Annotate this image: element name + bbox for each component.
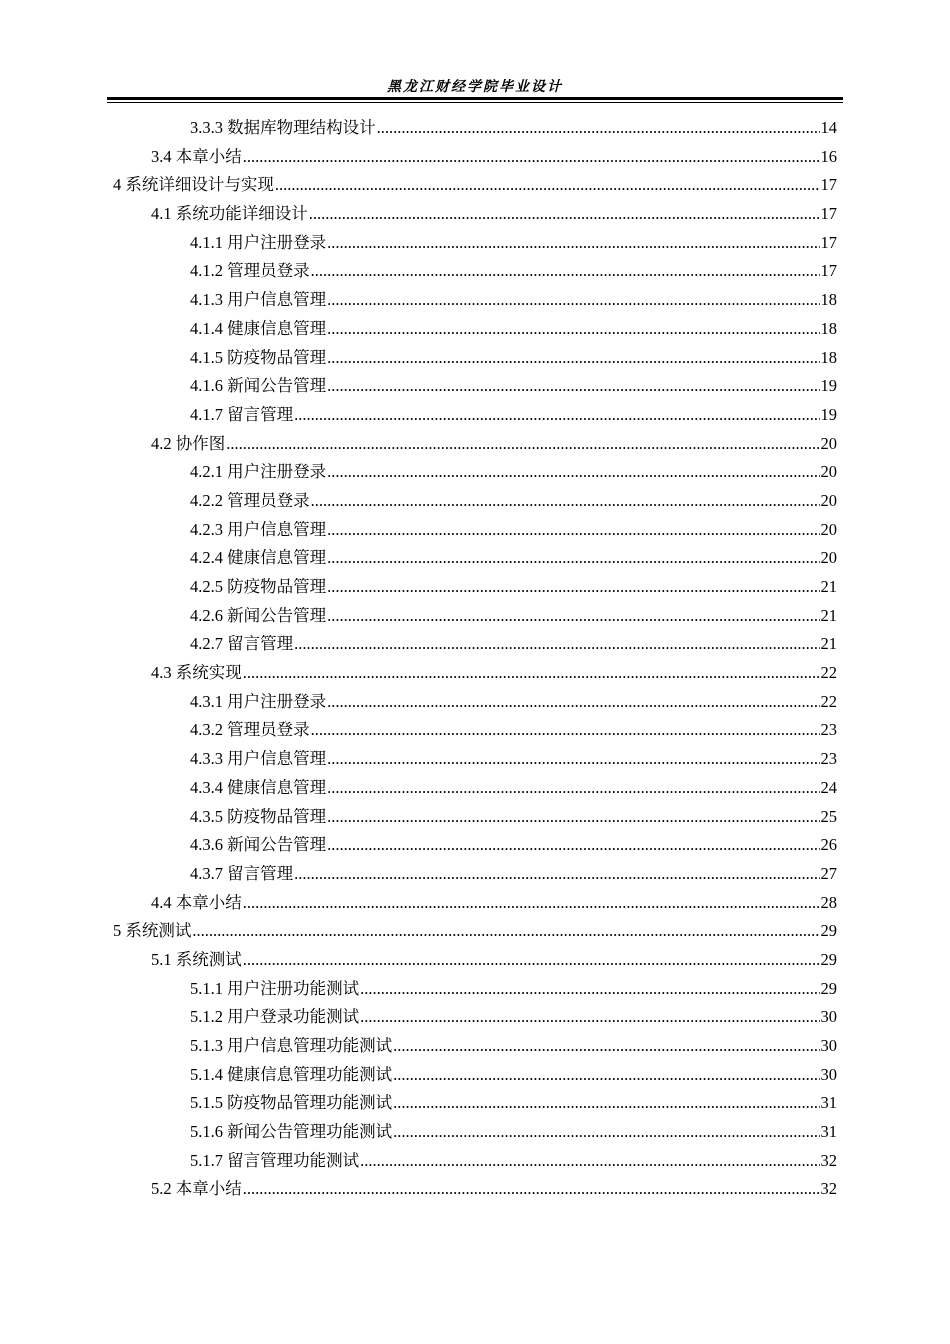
toc-entry-page-number: 18 bbox=[820, 290, 837, 310]
toc-dot-leader bbox=[192, 917, 819, 946]
toc-entry[interactable] bbox=[0, 659, 837, 688]
toc-entry-label: 3.4 本章小结 bbox=[151, 146, 242, 166]
toc-entry-label: 4.3.5 防疫物品管理 bbox=[190, 806, 327, 826]
toc-entry[interactable] bbox=[0, 344, 837, 373]
toc-entry[interactable] bbox=[0, 458, 837, 487]
header-rule-thin bbox=[107, 102, 843, 103]
toc-entry-label: 5.1.5 防疫物品管理功能测试 bbox=[190, 1093, 393, 1113]
toc-entry[interactable] bbox=[0, 917, 837, 946]
header-rule-thick bbox=[107, 97, 843, 100]
toc-dot-leader bbox=[243, 889, 820, 918]
toc-dot-leader bbox=[243, 143, 820, 172]
toc-entry-label: 4.1.4 健康信息管理 bbox=[190, 318, 327, 338]
toc-entry-page-number: 30 bbox=[820, 1064, 837, 1084]
toc-entry[interactable] bbox=[0, 573, 837, 602]
toc-dot-leader bbox=[327, 803, 819, 832]
toc-entry-label: 4.1.2 管理员登录 bbox=[190, 261, 310, 281]
toc-entry[interactable] bbox=[0, 430, 837, 459]
toc-entry-label: 4.2.2 管理员登录 bbox=[190, 490, 310, 510]
toc-entry-page-number: 16 bbox=[820, 146, 837, 166]
toc-entry-label: 3.3.3 数据库物理结构设计 bbox=[190, 118, 376, 137]
toc-entry[interactable] bbox=[0, 688, 837, 717]
toc-dot-leader bbox=[327, 573, 819, 602]
toc-entry[interactable] bbox=[0, 716, 837, 745]
toc-entry-page-number: 24 bbox=[820, 777, 837, 797]
toc-entry-page-number: 17 bbox=[820, 204, 837, 224]
toc-dot-leader bbox=[294, 401, 819, 430]
toc-dot-leader bbox=[327, 745, 819, 774]
toc-entry[interactable] bbox=[0, 544, 837, 573]
toc-entry[interactable] bbox=[0, 946, 837, 975]
toc-entry-page-number: 23 bbox=[820, 749, 837, 769]
toc-dot-leader bbox=[327, 286, 819, 315]
toc-dot-leader bbox=[327, 688, 819, 717]
toc-dot-leader bbox=[311, 716, 820, 745]
toc-dot-leader bbox=[377, 114, 820, 143]
toc-dot-leader bbox=[327, 516, 819, 545]
toc-entry-label: 4.1.6 新闻公告管理 bbox=[190, 376, 327, 396]
toc-entry[interactable] bbox=[0, 1089, 837, 1118]
toc-dot-leader bbox=[327, 344, 819, 373]
toc-entry-page-number: 23 bbox=[820, 720, 837, 740]
toc-entry-label: 4.3.1 用户注册登录 bbox=[190, 691, 327, 711]
toc-entry[interactable] bbox=[0, 200, 837, 229]
toc-entry-page-number: 18 bbox=[820, 347, 837, 367]
toc-entry[interactable] bbox=[0, 1061, 837, 1090]
toc-entry-label: 5 系统测试 bbox=[113, 921, 192, 941]
toc-entry[interactable] bbox=[0, 171, 837, 200]
toc-dot-leader bbox=[360, 1003, 819, 1032]
toc-entry[interactable] bbox=[0, 516, 837, 545]
toc-entry-label: 4.1.3 用户信息管理 bbox=[190, 290, 327, 310]
toc-entry-page-number: 32 bbox=[820, 1150, 837, 1170]
toc-entry-label: 5.1.7 留言管理功能测试 bbox=[190, 1150, 360, 1170]
toc-dot-leader bbox=[327, 774, 819, 803]
toc-entry-page-number: 19 bbox=[820, 404, 837, 424]
toc-entry-page-number: 22 bbox=[820, 691, 837, 711]
toc-dot-leader bbox=[393, 1061, 819, 1090]
toc-entry-label: 5.1.4 健康信息管理功能测试 bbox=[190, 1064, 393, 1084]
toc-entry-page-number: 14 bbox=[820, 118, 837, 137]
toc-entry[interactable] bbox=[0, 114, 837, 143]
toc-entry-label: 4.2.5 防疫物品管理 bbox=[190, 577, 327, 596]
toc-dot-leader bbox=[327, 372, 819, 401]
toc-entry[interactable] bbox=[0, 143, 837, 172]
toc-entry-page-number: 21 bbox=[820, 605, 837, 625]
toc-entry-page-number: 18 bbox=[820, 318, 837, 338]
toc-entry[interactable] bbox=[0, 229, 837, 258]
toc-entry-label: 5.1.6 新闻公告管理功能测试 bbox=[190, 1122, 393, 1142]
toc-entry-label: 5.1.3 用户信息管理功能测试 bbox=[190, 1036, 393, 1055]
toc-entry-label: 4.3.6 新闻公告管理 bbox=[190, 835, 327, 855]
table-of-contents bbox=[0, 114, 950, 1204]
page-header-title: 黑龙江财经学院毕业设计 bbox=[387, 79, 563, 95]
toc-dot-leader bbox=[243, 659, 820, 688]
toc-entry[interactable] bbox=[0, 1003, 837, 1032]
toc-entry-label: 4.1.7 留言管理 bbox=[190, 404, 294, 424]
toc-entry-page-number: 21 bbox=[820, 577, 837, 596]
toc-dot-leader bbox=[393, 1118, 819, 1147]
toc-entry-page-number: 17 bbox=[820, 175, 837, 195]
toc-entry-page-number: 30 bbox=[820, 1007, 837, 1027]
toc-entry-page-number: 29 bbox=[820, 978, 837, 998]
toc-dot-leader bbox=[311, 257, 820, 286]
toc-entry-label: 4.3.3 用户信息管理 bbox=[190, 749, 327, 769]
toc-dot-leader bbox=[393, 1032, 819, 1061]
toc-entry[interactable] bbox=[0, 487, 837, 516]
toc-entry-page-number: 21 bbox=[820, 634, 837, 654]
toc-entry-label: 4.1.5 防疫物品管理 bbox=[190, 347, 327, 367]
toc-entry[interactable] bbox=[0, 401, 837, 430]
toc-entry-label: 4.2.3 用户信息管理 bbox=[190, 519, 327, 539]
toc-dot-leader bbox=[294, 630, 819, 659]
toc-entry-page-number: 20 bbox=[820, 548, 837, 568]
toc-entry-page-number: 26 bbox=[820, 835, 837, 855]
toc-entry[interactable] bbox=[0, 803, 837, 832]
toc-entry-label: 4.3.2 管理员登录 bbox=[190, 720, 310, 740]
toc-entry-label: 4 系统详细设计与实现 bbox=[113, 175, 274, 195]
toc-entry-label: 4.1.1 用户注册登录 bbox=[190, 232, 327, 252]
toc-dot-leader bbox=[226, 430, 819, 459]
toc-entry-label: 5.1.2 用户登录功能测试 bbox=[190, 1007, 360, 1027]
toc-entry[interactable] bbox=[0, 286, 837, 315]
toc-dot-leader bbox=[393, 1089, 819, 1118]
toc-entry-page-number: 22 bbox=[820, 663, 837, 683]
toc-dot-leader bbox=[327, 458, 819, 487]
toc-entry[interactable] bbox=[0, 1118, 837, 1147]
toc-entry-page-number: 29 bbox=[820, 949, 837, 969]
toc-entry-label: 4.4 本章小结 bbox=[151, 892, 242, 912]
toc-entry-page-number: 32 bbox=[820, 1179, 837, 1199]
toc-entry[interactable] bbox=[0, 975, 837, 1004]
toc-entry-page-number: 28 bbox=[820, 892, 837, 912]
toc-entry-label: 4.2.7 留言管理 bbox=[190, 634, 294, 654]
toc-entry-label: 4.2.6 新闻公告管理 bbox=[190, 605, 327, 625]
toc-dot-leader bbox=[309, 200, 820, 229]
toc-entry-label: 5.2 本章小结 bbox=[151, 1179, 242, 1199]
toc-entry[interactable] bbox=[0, 774, 837, 803]
toc-dot-leader bbox=[311, 487, 820, 516]
toc-entry-label: 4.2.1 用户注册登录 bbox=[190, 462, 327, 482]
toc-entry[interactable] bbox=[0, 745, 837, 774]
toc-entry-page-number: 20 bbox=[820, 519, 837, 539]
toc-entry-page-number: 19 bbox=[820, 376, 837, 396]
toc-entry-label: 5.1 系统测试 bbox=[151, 949, 242, 969]
toc-entry-page-number: 25 bbox=[820, 806, 837, 826]
toc-entry-label: 4.2 协作图 bbox=[151, 433, 226, 453]
toc-dot-leader bbox=[327, 544, 819, 573]
toc-dot-leader bbox=[294, 860, 819, 889]
toc-entry-page-number: 20 bbox=[820, 462, 837, 482]
toc-entry[interactable] bbox=[0, 1147, 837, 1176]
toc-dot-leader bbox=[327, 602, 819, 631]
toc-entry-page-number: 20 bbox=[820, 490, 837, 510]
toc-dot-leader bbox=[360, 975, 819, 1004]
toc-entry-label: 4.1 系统功能详细设计 bbox=[151, 204, 308, 224]
toc-dot-leader bbox=[243, 1175, 820, 1204]
toc-entry[interactable] bbox=[0, 372, 837, 401]
toc-entry[interactable] bbox=[0, 831, 837, 860]
toc-entry[interactable] bbox=[0, 257, 837, 286]
toc-entry[interactable] bbox=[0, 315, 837, 344]
toc-dot-leader bbox=[360, 1147, 819, 1176]
toc-entry-label: 4.2.4 健康信息管理 bbox=[190, 548, 327, 568]
toc-entry-page-number: 17 bbox=[820, 232, 837, 252]
toc-entry-label: 4.3.4 健康信息管理 bbox=[190, 777, 327, 797]
toc-entry[interactable] bbox=[0, 889, 837, 918]
toc-entry-page-number: 30 bbox=[820, 1036, 837, 1055]
toc-dot-leader bbox=[243, 946, 820, 975]
toc-dot-leader bbox=[327, 315, 819, 344]
toc-entry-label: 4.3 系统实现 bbox=[151, 663, 242, 683]
toc-dot-leader bbox=[275, 171, 820, 200]
toc-entry-page-number: 31 bbox=[820, 1093, 837, 1113]
toc-entry-label: 5.1.1 用户注册功能测试 bbox=[190, 978, 360, 998]
toc-entry[interactable] bbox=[0, 602, 837, 631]
toc-dot-leader bbox=[327, 229, 819, 258]
toc-entry[interactable] bbox=[0, 630, 837, 659]
toc-entry[interactable] bbox=[0, 860, 837, 889]
toc-dot-leader bbox=[327, 831, 819, 860]
toc-entry-page-number: 31 bbox=[820, 1122, 837, 1142]
toc-entry-page-number: 27 bbox=[820, 863, 837, 883]
toc-entry[interactable] bbox=[0, 1032, 837, 1061]
toc-entry-page-number: 29 bbox=[820, 921, 837, 941]
toc-entry-page-number: 20 bbox=[820, 433, 837, 453]
toc-entry[interactable] bbox=[0, 1175, 837, 1204]
toc-entry-label: 4.3.7 留言管理 bbox=[190, 863, 294, 883]
toc-entry-page-number: 17 bbox=[820, 261, 837, 281]
